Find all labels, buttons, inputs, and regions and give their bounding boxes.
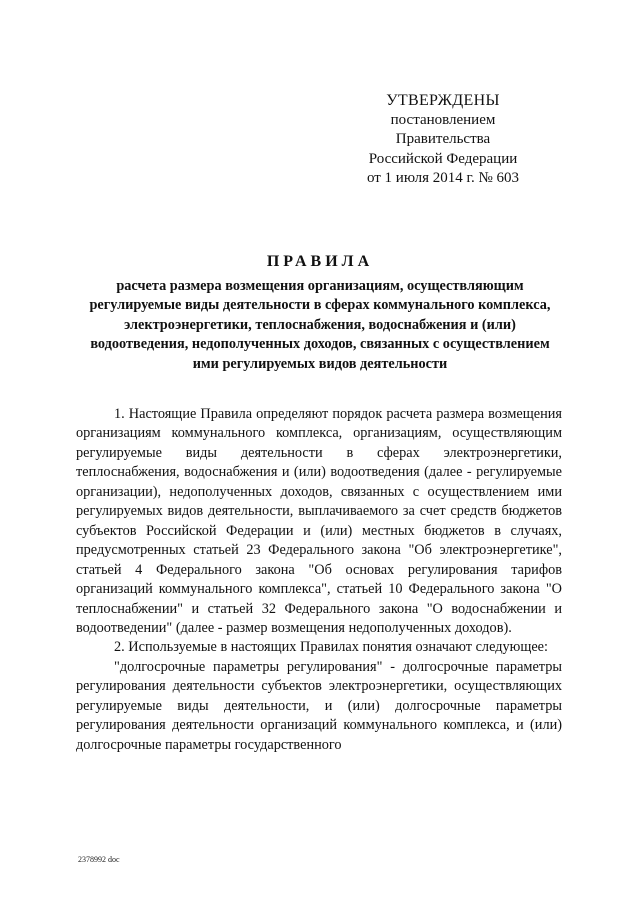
approval-line-1: постановлением Правительства: [390, 111, 496, 147]
paragraph-2: 2. Используемые в настоящих Правилах понятия означают следующее:: [114, 639, 549, 656]
file-reference: 2378992 doc: [78, 855, 120, 864]
approval-line-2: Российской Федерации: [368, 150, 518, 167]
approval-stamp: УТВЕРЖДЕНЫ: [386, 92, 500, 109]
paragraph-3: "долгосрочные параметры регулирования" - долгосрочные параметры регулирования деятельности субъектов электроэнергетики, осуществляющих регулируемые виды деятельности, и (или) долгосрочные параметры регулирования деятельности организаций коммунального комплекса, и (или) долгосрочные параметры государственного: [76, 658, 562, 753]
approval-line-3: от 1 июля 2014 г. № 603: [366, 170, 520, 186]
paragraph-1: 1. Настоящие Правила определяют порядок расчета размера возмещения организациям коммунального комплекса, организациям, осуществляющим регулируемые виды деятельности в сферах электроэнергетики, теплоснабжения, водоснабжения и (или) водоотведения (далее - регулируемые организации), недополученных доходов, связанных с осуществлением ими регулируемых видов деятельности, выплачиваемого за счет средств бюджетов субъектов Российской Федерации и (или) местных бюджетов в случаях, предусмотренных статьей 23 Федерального закона "Об электроэнергетике", статьей 4 Федерального закона "Об основах регулирования тарифов организаций коммунального комплекса", статьей 10 Федерального закона "О теплоснабжении" и статьей 32 Федерального закона "О водоснабжении и водоотведении" (далее - размер возмещения недополученных доходов).: [76, 406, 562, 636]
approval-block: [343, 91, 543, 189]
document-subtitle: расчета размера возмещения организациям, осуществляющим регулируемые виды деятельности в сферах коммунального комплекса, электроэнергетики, теплоснабжения, водоснабжения и (или) водоотведения, недополученных доходов, связанных с осуществлением ими регулируемых видов деятельности: [89, 278, 551, 372]
document-title: ПРАВИЛА: [266, 253, 374, 270]
document-body: [76, 405, 562, 755]
